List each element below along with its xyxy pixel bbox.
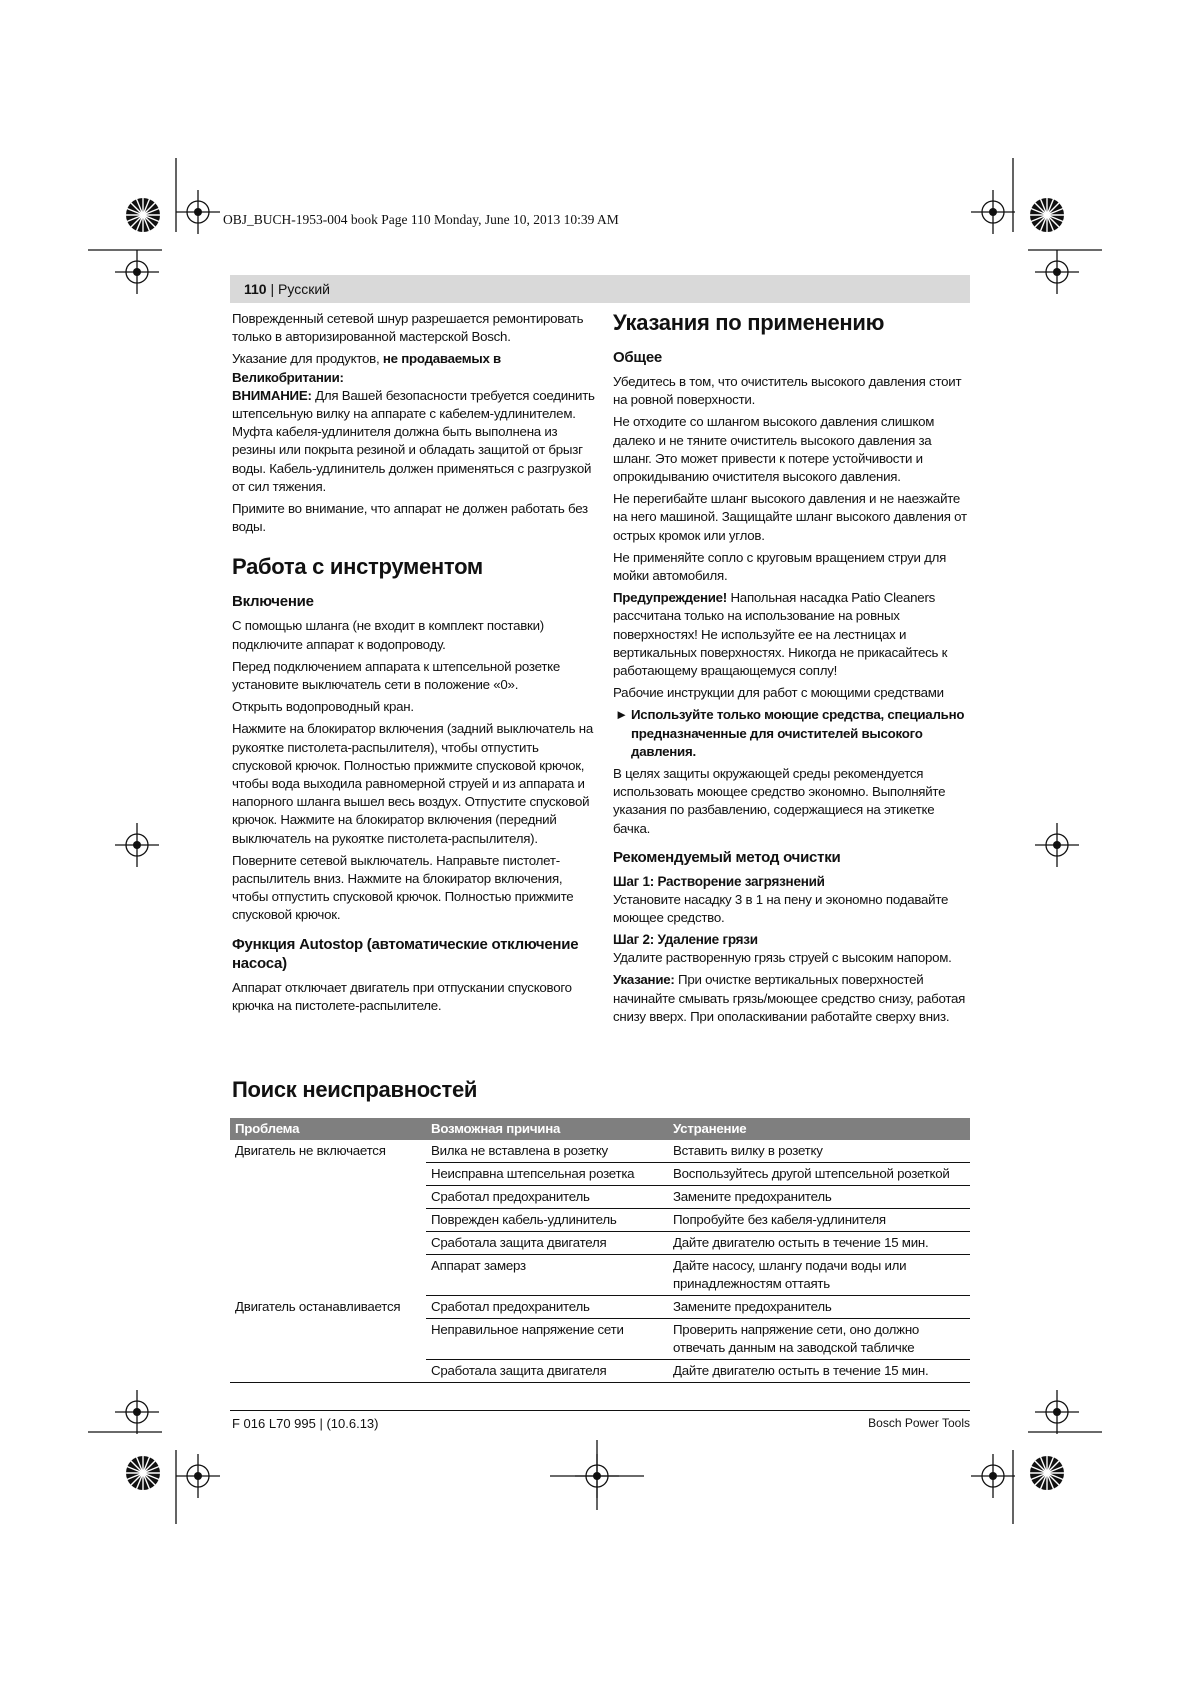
- subsection-title-method: Рекомендуемый метод очистки: [613, 848, 841, 866]
- triangle-bullet-icon: ►: [615, 707, 628, 723]
- section-title-work: Работа с инструментом: [232, 554, 483, 580]
- paragraph: Поврежденный сетевой шнур разрешается ремонтировать только в авторизированной мастерской Bosch.: [232, 311, 584, 345]
- column-header: Устранение: [668, 1118, 970, 1140]
- bullet-item: ► Используйте только моющие средства, специально предназначенные для очистителей высокого давления.: [615, 707, 965, 759]
- problem-cell: Двигатель останавливается: [230, 1296, 426, 1383]
- header-language: Русский: [278, 281, 330, 297]
- paragraph: С помощью шланга (не входит в комплект поставки) подключите аппарат к водопроводу.: [232, 618, 544, 652]
- cause-cell: Аппарат замерз: [426, 1255, 668, 1296]
- step-title: Шаг 1: Растворение загрязнений: [613, 873, 825, 889]
- table-row: [230, 1140, 970, 1163]
- cause-cell: Поврежден кабель-удлинитель: [426, 1209, 668, 1232]
- footer-code: F 016 L70 995 | (10.6.13): [232, 1416, 379, 1431]
- paragraph: Удалите растворенную грязь струей с высоким напором.: [613, 950, 952, 966]
- paragraph: Не отходите со шлангом высокого давления слишком далеко и не тяните очиститель высокого давления за шланг. Это может привести к потере устойчивости и опрокидыванию очистителя высокого давления.: [613, 414, 935, 485]
- paragraph: Аппарат отключает двигатель при отпускании спускового крючка на пистолете-распылителе.: [232, 979, 572, 1013]
- remedy-cell: Вставить вилку в розетку: [668, 1140, 970, 1163]
- cause-cell: Сработал предохранитель: [426, 1186, 668, 1209]
- paragraph: Примите во внимание, что аппарат не должен работать без воды.: [232, 501, 588, 535]
- step-title: Шаг 2: Удаление грязи: [613, 932, 758, 948]
- subsection-title-general: Общее: [613, 349, 663, 366]
- paragraph: Не применяйте сопло с круговым вращением струи для мойки автомобиля.: [613, 549, 947, 584]
- paragraph: Установите насадку 3 в 1 на пену и экономно подавайте моющее средство.: [613, 891, 949, 926]
- troubleshooting-table: [230, 1118, 970, 1383]
- problem-cell: Двигатель не включается: [235, 1143, 386, 1158]
- remedy-cell: Дайте насосу, шлангу подачи воды или принадлежностям оттаять: [668, 1255, 970, 1296]
- cause-cell: Сработала защита двигателя: [426, 1360, 668, 1383]
- paragraph: Убедитесь в том, что очиститель высокого давления стоит на ровной поверхности.: [613, 374, 962, 408]
- cause-cell: Неправильное напряжение сети: [426, 1319, 668, 1360]
- warning-label: ВНИМАНИЕ:: [232, 387, 312, 403]
- cause-cell: Неисправна штепсельная розетка: [426, 1163, 668, 1186]
- cause-cell: Сработала защита двигателя: [426, 1232, 668, 1255]
- section-title-usage: Указания по применению: [613, 310, 885, 335]
- print-imprint: OBJ_BUCH-1953-004 book Page 110 Monday, June 10, 2013 10:39 AM: [223, 212, 619, 227]
- header-separator: |: [266, 281, 279, 297]
- paragraph: Не перегибайте шланг высокого давления и не наезжайте на него машиной. Защищайте шланг высокого давления от острых кромок или углов.: [613, 491, 967, 543]
- subsection-title-on: Включение: [232, 593, 314, 611]
- cause-cell: Сработал предохранитель: [426, 1296, 668, 1319]
- note-label: Указание:: [613, 972, 675, 988]
- left-column: [232, 310, 597, 1019]
- table-row: [230, 1296, 970, 1319]
- table-header-row: [230, 1118, 970, 1140]
- right-column: [613, 310, 970, 1030]
- footer-brand: Bosch Power Tools: [868, 1416, 970, 1430]
- remedy-cell: Дайте двигателю остыть в течение 15 мин.: [668, 1232, 970, 1255]
- column-header: Возможная причина: [426, 1118, 668, 1140]
- paragraph: Рабочие инструкции для работ с моющими средствами: [613, 685, 944, 701]
- paragraph: В целях защиты окружающей среды рекомендуется использовать моющее средство экономно. Выполняйте указания по разбавлению, содержащиеся на этикетке бачка.: [613, 766, 946, 836]
- page-number: 110: [244, 281, 267, 297]
- paragraph: Нажмите на блокиратор включения (задний выключатель на рукоятке пистолета-распылителя), чтобы отпустить спусковой крючок. Полностью прижмите спусковой крючок, чтобы вода выходила равномерной струей и из аппарата и напорного шланга вышел весь воздух. Отпустите спусковой крючок. Нажмите на блокиратор включения (передний выключатель на рукоятке пистолета-распылителя).: [232, 721, 594, 846]
- paragraph: Открыть водопроводный кран.: [232, 699, 414, 715]
- remedy-cell: Попробуйте без кабеля-удлинителя: [668, 1209, 970, 1232]
- remedy-cell: Замените предохранитель: [668, 1296, 970, 1319]
- remedy-cell: Проверить напряжение сети, оно должно отвечать данным на заводской табличке: [668, 1319, 970, 1360]
- warning-label: Предупреждение!: [613, 590, 727, 606]
- subsection-title-autostop: Функция Autostop (автоматические отключение насоса): [232, 935, 579, 972]
- column-header: Проблема: [230, 1118, 426, 1140]
- warning-paragraph: Предупреждение! Напольная насадка Patio Cleaners рассчитана только на использование на ровных поверхностях! Не используйте ее на лестницах и вертикальных поверхностях. Никогда не прикасайтесь к работающему вращающемуся соплу!: [613, 590, 948, 679]
- paragraph: Перед подключением аппарата к штепсельной розетке установите выключатель сети в положение «0».: [232, 658, 561, 693]
- note-paragraph: Указание: При очистке вертикальных поверхностей начинайте смывать грязь/моющее средство снизу, работая снизу вверх. При ополаскивании работайте сверху вниз.: [613, 972, 966, 1024]
- uk-note: Указание для продуктов, не продаваемых в Великобритании: ВНИМАНИЕ: Для Вашей безопасности требуется соединить штепсельную вилку на аппарате с кабелем-удлинителем. Муфта кабеля-удлинителя должна быть выполнена из резины или покрыта резиной и обладать защитой от брызг воды. Кабель-удлинитель должен применяться с разгрузкой от сил тяжения.: [232, 351, 595, 494]
- remedy-cell: Дайте двигателю остыть в течение 15 мин.: [668, 1360, 970, 1383]
- remedy-cell: Воспользуйтесь другой штепсельной розеткой: [668, 1163, 970, 1186]
- page-header: [230, 275, 970, 303]
- remedy-cell: Замените предохранитель: [668, 1186, 970, 1209]
- paragraph: Поверните сетевой выключатель. Направьте пистолет-распылитель вниз. Нажмите на блокиратор включения, чтобы отпустить спусковой крючок. Полностью прижмите спусковой крючок.: [232, 852, 574, 923]
- section-title-troubleshooting: Поиск неисправностей: [232, 1077, 478, 1102]
- footer-rule: [230, 1410, 970, 1411]
- cause-cell: Вилка не вставлена в розетку: [426, 1140, 668, 1163]
